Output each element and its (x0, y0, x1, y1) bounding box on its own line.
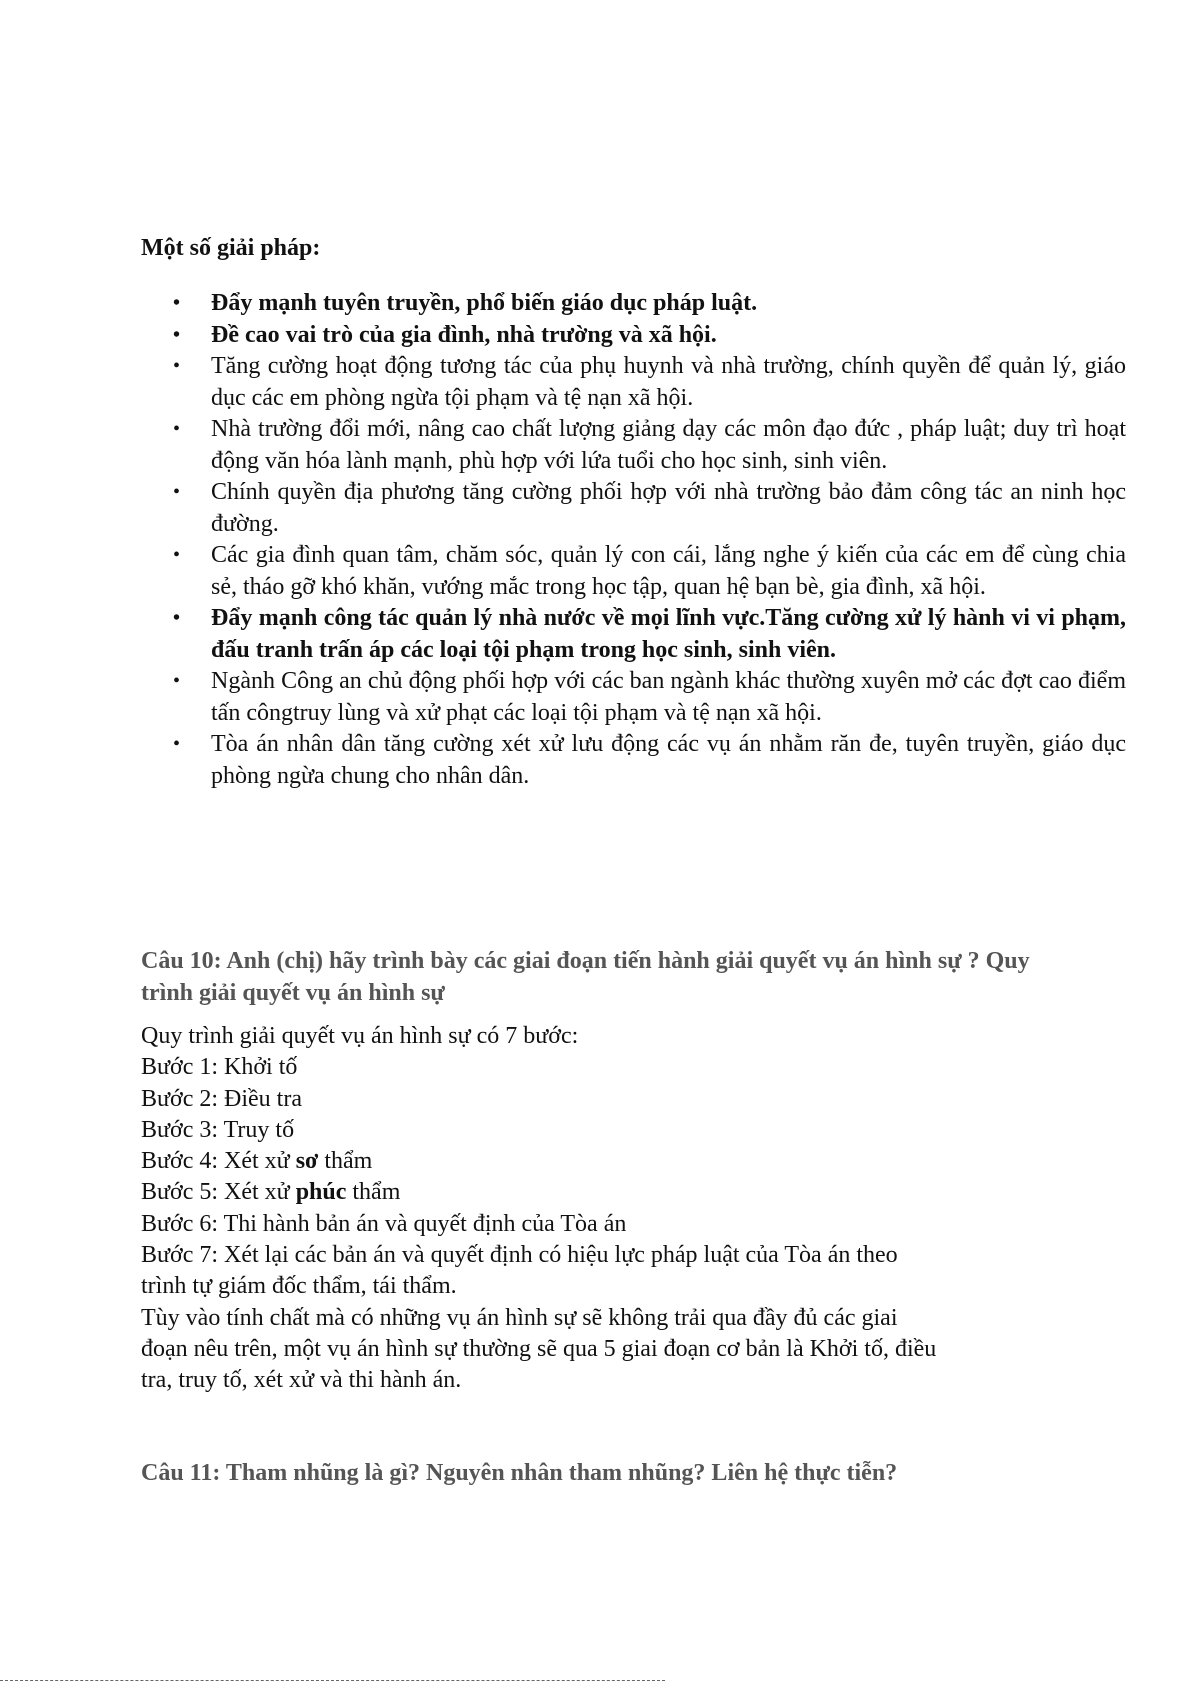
question-10-answer (141, 1021, 1071, 1397)
note-line-1: Tùy vào tính chất mà có những vụ án hình sự sẽ không trải qua đầy đủ các giai (141, 1304, 898, 1331)
note-line-3: tra, truy tố, xét xử và thi hành án. (141, 1367, 462, 1394)
list-item: • Đề cao vai trò của gia đình, nhà trường và xã hội. (211, 320, 1126, 352)
list-item: • Chính quyền địa phương tăng cường phối hợp với nhà trường bảo đảm công tác an ninh học đường. (211, 477, 1126, 540)
list-item: • Đẩy mạnh tuyên truyền, phổ biến giáo dục pháp luật. (211, 288, 1126, 320)
step-7-line-2: trình tự giám đốc thẩm, tái thẩm. (141, 1273, 457, 1300)
step-3: Bước 3: Truy tố (141, 1116, 295, 1143)
note-line-2: đoạn nêu trên, một vụ án hình sự thường sẽ qua 5 giai đoạn cơ bản là Khởi tố, điều (141, 1335, 937, 1362)
step-5-emphasis: phúc (295, 1179, 347, 1206)
answer-intro: Quy trình giải quyết vụ án hình sự có 7 bước: (141, 1023, 579, 1049)
step-5 (141, 1177, 1071, 1208)
step-4 (141, 1146, 1071, 1177)
list-item: • Đẩy mạnh công tác quản lý nhà nước về mọi lĩnh vực.Tăng cường xử lý hành vi vi phạm, đấu tranh trấn áp các loại tội phạm trong học sinh, sinh viên. (211, 603, 1126, 666)
list-item: • Tăng cường hoạt động tương tác của phụ huynh và nhà trường, chính quyền để quản lý, giáo dục các em phòng ngừa tội phạm và tệ nạn xã hội. (211, 351, 1126, 414)
list-item: • Các gia đình quan tâm, chăm sóc, quản lý con cái, lắng nghe ý kiến của các em để cùng chia sẻ, tháo gỡ khó khăn, vướng mắc trong học tập, quan hệ bạn bè, gia đình, xã hội. (211, 540, 1126, 603)
step-5-prefix: Bước 5: Xét xử (141, 1179, 296, 1206)
step-4-emphasis: sơ (295, 1148, 319, 1175)
solutions-list (141, 288, 1126, 792)
section-heading: Một số giải pháp: (141, 235, 321, 261)
list-item: • Nhà trường đổi mới, nâng cao chất lượng giảng dạy các môn đạo đức , pháp luật; duy trì hoạt động văn hóa lành mạnh, phù hợp với lứa tuổi cho học sinh, sinh viên. (211, 414, 1126, 477)
page-bottom-divider (0, 1680, 665, 1681)
step-6: Bước 6: Thi hành bản án và quyết định của Tòa án (141, 1210, 627, 1237)
step-4-suffix: thẩm (318, 1148, 373, 1175)
step-5-suffix: thẩm (346, 1179, 401, 1206)
step-4-prefix: Bước 4: Xét xử (141, 1148, 296, 1175)
list-item: • Ngành Công an chủ động phối hợp với các ban ngành khác thường xuyên mở các đợt cao điểm tấn côngtruy lùng và xử phạt các loại tội phạm và tệ nạn xã hội. (211, 666, 1126, 729)
question-11-title: Câu 11: Tham nhũng là gì? Nguyên nhân tham nhũng? Liên hệ thực tiễn? (141, 1460, 898, 1486)
list-item: • Tòa án nhân dân tăng cường xét xử lưu động các vụ án nhằm răn đe, tuyên truyền, giáo dục phòng ngừa chung cho nhân dân. (211, 729, 1126, 792)
step-7-line-1: Bước 7: Xét lại các bản án và quyết định có hiệu lực pháp luật của Tòa án theo (141, 1242, 898, 1269)
step-1: Bước 1: Khởi tố (141, 1054, 298, 1081)
step-2: Bước 2: Điều tra (141, 1085, 302, 1112)
question-10-title: Câu 10: Anh (chị) hãy trình bày các giai đoạn tiến hành giải quyết vụ án hình sự ? Quy trình giải quyết vụ án hình sự (141, 948, 1030, 1006)
